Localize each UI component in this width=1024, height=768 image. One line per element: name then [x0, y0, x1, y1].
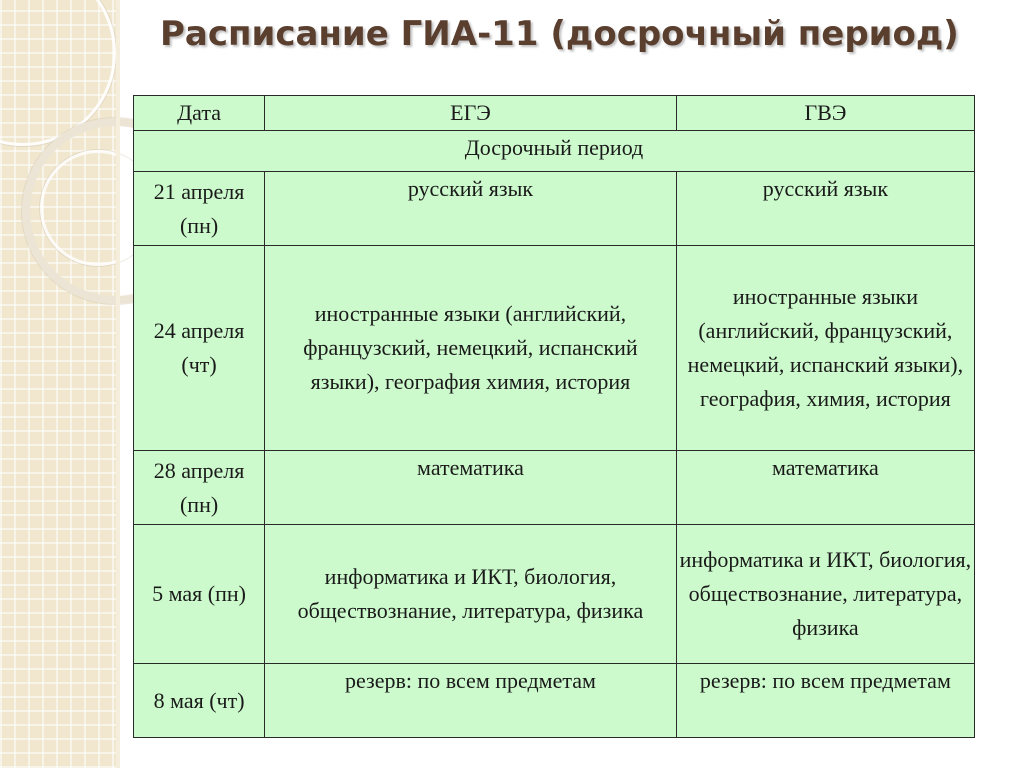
- cell-ege: информатика и ИКТ, биология, обществознание, литература, физика: [265, 525, 677, 664]
- decorative-side-strip: [0, 0, 116, 768]
- cell-gve: иностранные языки (английский, французский, немецкий, испанский языки), география, химия, история: [676, 246, 974, 451]
- header-date: Дата: [134, 96, 265, 131]
- cell-gve: резерв: по всем предметам: [676, 664, 974, 738]
- cell-date: 24 апреля (чт): [134, 246, 265, 451]
- cell-gve: информатика и ИКТ, биология, обществознание, литература, физика: [676, 525, 974, 664]
- period-row: [134, 131, 975, 172]
- cell-ege: математика: [265, 451, 677, 525]
- schedule-table: [133, 95, 975, 738]
- slide-title: Расписание ГИА-11 (досрочный период): [160, 14, 959, 54]
- cell-date: 8 мая (чт): [134, 664, 265, 738]
- period-label: Досрочный период: [134, 131, 975, 172]
- header-gve: ГВЭ: [676, 96, 974, 131]
- cell-ege: резерв: по всем предметам: [265, 664, 677, 738]
- table-row: [134, 451, 975, 525]
- cell-date: 5 мая (пн): [134, 525, 265, 664]
- cell-ege: иностранные языки (английский, французский, немецкий, испанский языки), география химия, история: [265, 246, 677, 451]
- cell-gve: русский язык: [676, 172, 974, 246]
- table-row: [134, 525, 975, 664]
- cell-date: 21 апреля (пн): [134, 172, 265, 246]
- cell-ege: русский язык: [265, 172, 677, 246]
- header-ege: ЕГЭ: [265, 96, 677, 131]
- table-row: [134, 246, 975, 451]
- decorative-strip-edge: [116, 0, 120, 768]
- table-header-row: [134, 96, 975, 131]
- cell-gve: математика: [676, 451, 974, 525]
- table-row: [134, 172, 975, 246]
- table-row: [134, 664, 975, 738]
- cell-date: 28 апреля (пн): [134, 451, 265, 525]
